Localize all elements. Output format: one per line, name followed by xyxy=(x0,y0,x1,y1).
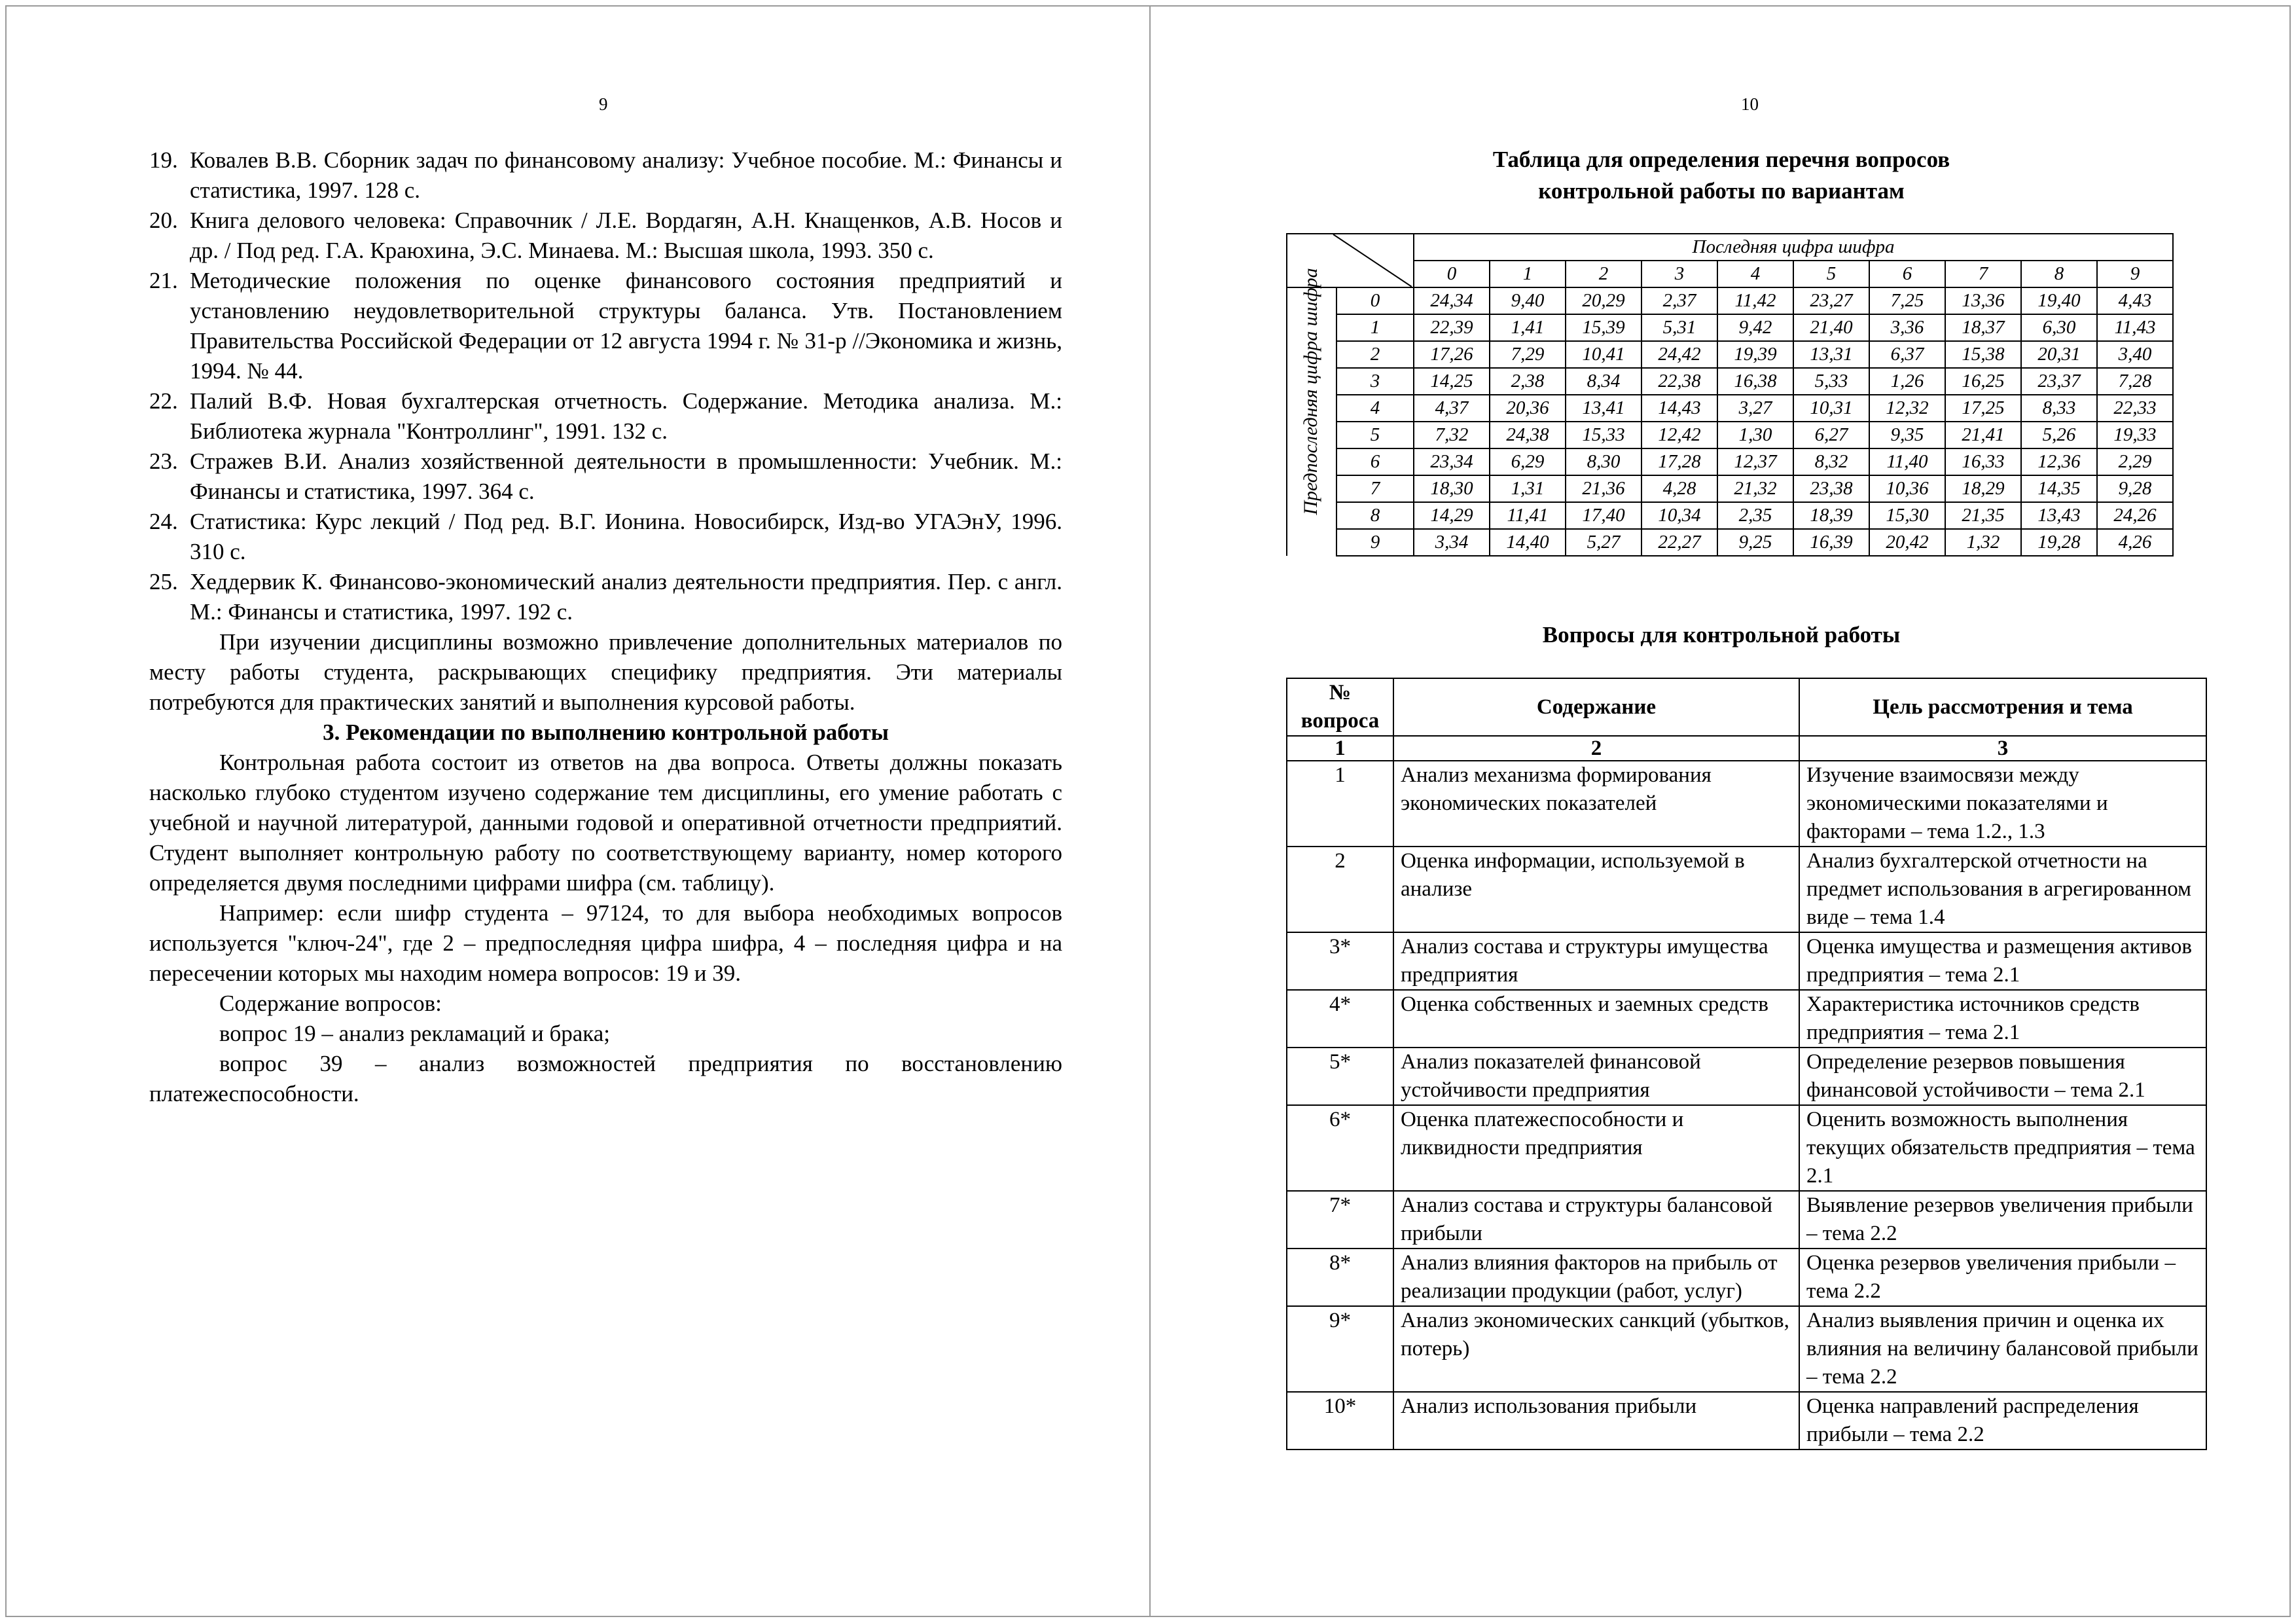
question-goal: Анализ бухгалтерской отчетности на предмет использования в агрегированном виде – тема 1.4 xyxy=(1799,847,2206,932)
paragraph-example: Например: если шифр студента – 97124, то для выбора необходимых вопросов используется "ключ-24", где 2 – предпоследняя цифра шифра, 4 – последняя цифра и на пересечении которых мы находим номера вопросов: 19 и 39. xyxy=(149,900,1062,986)
variant-cell: 18,30 xyxy=(1414,475,1490,502)
bibliography-item xyxy=(149,507,1062,567)
variant-cell: 9,35 xyxy=(1869,422,1945,448)
header-content: Содержание xyxy=(1393,678,1799,736)
row-digit: 8 xyxy=(1336,502,1414,529)
variant-cell: 11,41 xyxy=(1490,502,1566,529)
question-number: 6* xyxy=(1287,1105,1393,1191)
variant-cell: 17,40 xyxy=(1566,502,1641,529)
header-goal: Цель рассмотрения и тема xyxy=(1799,678,2206,736)
variant-cell: 6,29 xyxy=(1490,448,1566,475)
variant-cell: 23,34 xyxy=(1414,448,1490,475)
left-page-content xyxy=(149,145,1062,1109)
variant-cell: 19,28 xyxy=(2021,529,2097,556)
question-number: 9* xyxy=(1287,1306,1393,1392)
paragraph-test-work: Контрольная работа состоит из ответов на два вопроса. Ответы должны показать насколько глубоко студентом изучено содержание тем дисциплины, его умение работать с учебной и научной литературой, данными годовой и оперативной отчетности предприятий. Студент выполняет контрольную работу по соответствующему варианту, номер которого определяется двумя последними цифрами шифра (см. таблицу). xyxy=(149,750,1062,896)
variant-cell: 7,32 xyxy=(1414,422,1490,448)
variant-cell: 16,39 xyxy=(1793,529,1869,556)
variant-cell: 6,30 xyxy=(2021,314,2097,341)
row-axis-spacer xyxy=(1287,529,1336,556)
questions-table xyxy=(1286,678,2207,1450)
variant-cell: 5,26 xyxy=(2021,422,2097,448)
variant-cell: 14,29 xyxy=(1414,502,1490,529)
variant-cell: 14,25 xyxy=(1414,368,1490,395)
variant-cell: 6,37 xyxy=(1869,341,1945,368)
column-axis-row xyxy=(1287,234,2173,261)
questions-header-row xyxy=(1287,678,2206,736)
question-number: 1 xyxy=(1287,761,1393,847)
variant-cell: 8,30 xyxy=(1566,448,1641,475)
column-number: 1 xyxy=(1287,736,1393,761)
variant-cell: 14,35 xyxy=(2021,475,2097,502)
row-digit: 6 xyxy=(1336,448,1414,475)
question-content: Анализ механизма формирования экономических показателей xyxy=(1393,761,1799,847)
bibliography-item xyxy=(149,386,1062,447)
question-number: 10* xyxy=(1287,1392,1393,1450)
question-goal: Характеристика источников средств предприятия – тема 2.1 xyxy=(1799,990,2206,1048)
variant-table-title xyxy=(1151,144,2292,207)
variant-cell: 2,35 xyxy=(1717,502,1793,529)
variant-cell: 5,33 xyxy=(1793,368,1869,395)
question-row xyxy=(1287,1048,2206,1105)
question-goal: Оценить возможность выполнения текущих обязательств предприятия – тема 2.1 xyxy=(1799,1105,2206,1191)
variant-cell: 19,33 xyxy=(2097,422,2173,448)
variant-cell: 12,36 xyxy=(2021,448,2097,475)
question-goal: Оценка направлений распределения прибыли – тема 2.2 xyxy=(1799,1392,2206,1450)
row-axis-spacer xyxy=(1287,502,1336,529)
variant-cell: 24,42 xyxy=(1641,341,1717,368)
row-axis-spacer xyxy=(1287,422,1336,448)
page-number: 9 xyxy=(599,94,608,114)
variant-cell: 20,29 xyxy=(1566,287,1641,314)
variant-cell: 8,33 xyxy=(2021,395,2097,422)
variant-cell: 15,39 xyxy=(1566,314,1641,341)
variant-cell: 11,40 xyxy=(1869,448,1945,475)
bibliography-item xyxy=(149,266,1062,386)
item-number: 22. xyxy=(149,388,178,414)
variant-cell: 22,33 xyxy=(2097,395,2173,422)
question-goal: Изучение взаимосвязи между экономическими показателями и факторами – тема 1.2., 1.3 xyxy=(1799,761,2206,847)
variant-cell: 15,33 xyxy=(1566,422,1641,448)
variant-cell: 4,43 xyxy=(2097,287,2173,314)
variant-cell: 24,34 xyxy=(1414,287,1490,314)
row-axis-spacer xyxy=(1287,448,1336,475)
question-39-line: вопрос 39 – анализ возможностей предприятия по восстановлению платежеспособности. xyxy=(149,1051,1062,1106)
variant-cell: 10,34 xyxy=(1641,502,1717,529)
variant-cell: 20,42 xyxy=(1869,529,1945,556)
variant-cell: 14,43 xyxy=(1641,395,1717,422)
variant-row xyxy=(1287,314,2173,341)
column-number: 2 xyxy=(1393,736,1799,761)
variant-cell: 8,32 xyxy=(1793,448,1869,475)
paragraph-study-materials: При изучении дисциплины возможно привлечение дополнительных материалов по месту работы студента, раскрывающих специфику предприятия. Эти материалы потребуются для практических занятий и выполнения курсовой работы. xyxy=(149,629,1062,715)
variant-cell: 1,31 xyxy=(1490,475,1566,502)
question-number: 2 xyxy=(1287,847,1393,932)
variant-cell: 13,41 xyxy=(1566,395,1641,422)
bibliography-item xyxy=(149,206,1062,266)
right-page xyxy=(1149,5,2291,1617)
variant-cell: 17,28 xyxy=(1641,448,1717,475)
row-digit: 3 xyxy=(1336,368,1414,395)
variant-cell: 18,37 xyxy=(1945,314,2021,341)
variant-cell: 18,39 xyxy=(1793,502,1869,529)
column-number-row xyxy=(1287,736,2206,761)
question-content: Оценка собственных и заемных средств xyxy=(1393,990,1799,1048)
variant-cell: 6,27 xyxy=(1793,422,1869,448)
header-question-number: № вопроса xyxy=(1287,678,1393,736)
item-number: 25. xyxy=(149,569,178,594)
variant-cell: 24,38 xyxy=(1490,422,1566,448)
column-digit: 1 xyxy=(1490,261,1566,287)
variant-cell: 23,37 xyxy=(2021,368,2097,395)
bibliography-item xyxy=(149,145,1062,206)
variant-cell: 5,27 xyxy=(1566,529,1641,556)
variant-cell: 22,39 xyxy=(1414,314,1490,341)
question-number: 7* xyxy=(1287,1191,1393,1249)
item-number: 20. xyxy=(149,208,178,233)
item-text: Ковалев В.В. Сборник задач по финансовому анализу: Учебное пособие. М.: Финансы и статистика, 1997. 128 с. xyxy=(190,147,1062,203)
variant-cell: 1,41 xyxy=(1490,314,1566,341)
variant-cell: 9,40 xyxy=(1490,287,1566,314)
row-digit: 2 xyxy=(1336,341,1414,368)
variant-cell: 21,41 xyxy=(1945,422,2021,448)
variant-cell: 24,26 xyxy=(2097,502,2173,529)
column-digit: 0 xyxy=(1414,261,1490,287)
item-text: Методические положения по оценке финансового состояния предприятий и установлению неудовлетворительной структуры баланса. Утв. Постановлением Правительства Российской Федерации от 12 августа 1994 г. № 31-р //Экономика и жизнь, 1994. № 44. xyxy=(190,268,1062,384)
question-content: Анализ влияния факторов на прибыль от реализации продукции (работ, услуг) xyxy=(1393,1249,1799,1306)
item-number: 21. xyxy=(149,268,178,293)
variant-row xyxy=(1287,341,2173,368)
variant-cell: 13,43 xyxy=(2021,502,2097,529)
variant-cell: 4,28 xyxy=(1641,475,1717,502)
column-digit: 5 xyxy=(1793,261,1869,287)
question-content: Анализ использования прибыли xyxy=(1393,1392,1799,1450)
variant-cell: 12,42 xyxy=(1641,422,1717,448)
question-row xyxy=(1287,847,2206,932)
variant-cell: 1,32 xyxy=(1945,529,2021,556)
question-content: Анализ экономических санкций (убытков, потерь) xyxy=(1393,1306,1799,1392)
variant-cell: 18,29 xyxy=(1945,475,2021,502)
variant-cell: 2,37 xyxy=(1641,287,1717,314)
item-number: 24. xyxy=(149,509,178,534)
question-goal: Оценка резервов увеличения прибыли – тема 2.2 xyxy=(1799,1249,2206,1306)
item-text: Палий В.Ф. Новая бухгалтерская отчетность. Содержание. Методика анализа. М.: Библиотека журнала "Контроллинг", 1991. 132 с. xyxy=(190,388,1062,444)
variant-row xyxy=(1287,368,2173,395)
question-content: Анализ состава и структуры имущества предприятия xyxy=(1393,932,1799,990)
variant-cell: 19,40 xyxy=(2021,287,2097,314)
item-text: Хеддервик К. Финансово-экономический анализ деятельности предприятия. Пер. с англ. М.: Финансы и статистика, 1997. 192 с. xyxy=(190,569,1062,625)
row-axis-spacer xyxy=(1287,341,1336,368)
column-digit-row xyxy=(1287,261,2173,287)
question-number: 4* xyxy=(1287,990,1393,1048)
variant-cell: 4,37 xyxy=(1414,395,1490,422)
variant-cell: 8,34 xyxy=(1566,368,1641,395)
variant-cell: 4,26 xyxy=(2097,529,2173,556)
question-content: Оценка информации, используемой в анализе xyxy=(1393,847,1799,932)
variant-cell: 3,34 xyxy=(1414,529,1490,556)
question-content: Анализ показателей финансовой устойчивости предприятия xyxy=(1393,1048,1799,1105)
variant-cell: 17,25 xyxy=(1945,395,2021,422)
variant-cell: 22,38 xyxy=(1641,368,1717,395)
variant-cell: 3,27 xyxy=(1717,395,1793,422)
variant-cell: 11,42 xyxy=(1717,287,1793,314)
variant-row xyxy=(1287,529,2173,556)
variant-cell: 1,26 xyxy=(1869,368,1945,395)
row-digit: 9 xyxy=(1336,529,1414,556)
question-goal: Определение резервов повышения финансовой устойчивости – тема 2.1 xyxy=(1799,1048,2206,1105)
column-digit: 7 xyxy=(1945,261,2021,287)
variant-row xyxy=(1287,422,2173,448)
question-row xyxy=(1287,761,2206,847)
variant-cell: 13,31 xyxy=(1793,341,1869,368)
row-digit: 1 xyxy=(1336,314,1414,341)
question-row xyxy=(1287,1191,2206,1249)
variant-row xyxy=(1287,475,2173,502)
variant-cell: 21,40 xyxy=(1793,314,1869,341)
variant-cell: 21,36 xyxy=(1566,475,1641,502)
question-row xyxy=(1287,1392,2206,1450)
variant-cell: 9,42 xyxy=(1717,314,1793,341)
variant-cell: 7,29 xyxy=(1490,341,1566,368)
variant-cell: 7,28 xyxy=(2097,368,2173,395)
row-digit: 5 xyxy=(1336,422,1414,448)
variant-cell: 17,26 xyxy=(1414,341,1490,368)
question-row xyxy=(1287,1105,2206,1191)
variant-cell: 23,27 xyxy=(1793,287,1869,314)
bibliography-item xyxy=(149,447,1062,507)
variant-table-title-line1: Таблица для определения перечня вопросов xyxy=(1492,147,1950,172)
question-content: Анализ состава и структуры балансовой прибыли xyxy=(1393,1191,1799,1249)
corner-diagonal-line xyxy=(1287,234,1412,287)
variant-cell: 19,39 xyxy=(1717,341,1793,368)
variant-cell: 12,37 xyxy=(1717,448,1793,475)
question-content: Оценка платежеспособности и ликвидности предприятия xyxy=(1393,1105,1799,1191)
variant-cell: 3,36 xyxy=(1869,314,1945,341)
contents-label: Содержание вопросов: xyxy=(219,991,442,1016)
row-digit: 0 xyxy=(1336,287,1414,314)
variant-cell: 11,43 xyxy=(2097,314,2173,341)
question-goal: Выявление резервов увеличения прибыли – тема 2.2 xyxy=(1799,1191,2206,1249)
variant-cell: 16,25 xyxy=(1945,368,2021,395)
variant-cell: 15,38 xyxy=(1945,341,2021,368)
item-text: Стражев В.И. Анализ хозяйственной деятельности в промышленности: Учебник. М.: Финансы и статистика, 1997. 364 с. xyxy=(190,448,1062,504)
left-page xyxy=(5,5,1151,1617)
row-axis-spacer xyxy=(1287,314,1336,341)
variant-cell: 20,36 xyxy=(1490,395,1566,422)
bibliography-item xyxy=(149,567,1062,627)
variant-cell: 10,36 xyxy=(1869,475,1945,502)
variant-cell: 2,38 xyxy=(1490,368,1566,395)
variant-cell: 21,35 xyxy=(1945,502,2021,529)
variant-cell: 16,38 xyxy=(1717,368,1793,395)
row-axis-label-text: Предпоследняя цифра шифра xyxy=(1300,268,1321,515)
question-goal: Анализ выявления причин и оценка их влияния на величину балансовой прибыли – тема 2.2 xyxy=(1799,1306,2206,1392)
variant-row xyxy=(1287,395,2173,422)
variant-cell: 23,38 xyxy=(1793,475,1869,502)
question-goal: Оценка имущества и размещения активов предприятия – тема 2.1 xyxy=(1799,932,2206,990)
column-number: 3 xyxy=(1799,736,2206,761)
variant-cell: 22,27 xyxy=(1641,529,1717,556)
question-row xyxy=(1287,1306,2206,1392)
row-digit: 4 xyxy=(1336,395,1414,422)
questions-table-title: Вопросы для контрольной работы xyxy=(1542,622,1901,647)
variant-cell: 1,30 xyxy=(1717,422,1793,448)
variant-cell: 9,28 xyxy=(2097,475,2173,502)
row-axis-spacer xyxy=(1287,475,1336,502)
variant-cell: 15,30 xyxy=(1869,502,1945,529)
column-digit: 8 xyxy=(2021,261,2097,287)
item-number: 19. xyxy=(149,147,178,173)
variant-cell: 2,29 xyxy=(2097,448,2173,475)
variant-table-title-line2: контрольной работы по вариантам xyxy=(1538,178,1905,204)
question-row xyxy=(1287,990,2206,1048)
variant-cell: 20,31 xyxy=(2021,341,2097,368)
variant-cell: 10,41 xyxy=(1566,341,1641,368)
question-19-line: вопрос 19 – анализ рекламаций и брака; xyxy=(219,1021,611,1046)
variant-cell: 9,25 xyxy=(1717,529,1793,556)
question-row xyxy=(1287,932,2206,990)
variant-cell: 3,40 xyxy=(2097,341,2173,368)
column-digit: 9 xyxy=(2097,261,2173,287)
variant-cell: 5,31 xyxy=(1641,314,1717,341)
question-number: 5* xyxy=(1287,1048,1393,1105)
variant-row xyxy=(1287,502,2173,529)
variant-cell: 14,40 xyxy=(1490,529,1566,556)
variant-cell: 13,36 xyxy=(1945,287,2021,314)
variant-row xyxy=(1287,287,2173,314)
variant-cell: 16,33 xyxy=(1945,448,2021,475)
variant-cell: 10,31 xyxy=(1793,395,1869,422)
variant-table xyxy=(1286,233,2174,556)
variant-row xyxy=(1287,448,2173,475)
column-digit: 3 xyxy=(1641,261,1717,287)
question-number: 8* xyxy=(1287,1249,1393,1306)
variant-cell: 7,25 xyxy=(1869,287,1945,314)
column-digit: 4 xyxy=(1717,261,1793,287)
diagonal-corner-cell xyxy=(1287,234,1414,287)
row-axis-spacer xyxy=(1287,395,1336,422)
item-text: Статистика: Курс лекций / Под ред. В.Г. Ионина. Новосибирск, Изд-во УГАЭнУ, 1996. 310 с. xyxy=(190,509,1062,564)
item-text: Книга делового человека: Справочник / Л.Е. Вордагян, А.Н. Кнащенков, А.В. Носов и др. / Под ред. Г.А. Краюхина, Э.С. Минаева. М.: Высшая школа, 1993. 350 с. xyxy=(190,208,1062,263)
question-number: 3* xyxy=(1287,932,1393,990)
bibliography-list xyxy=(149,145,1062,627)
last-digit-header: Последняя цифра шифра xyxy=(1414,234,2173,261)
column-digit: 6 xyxy=(1869,261,1945,287)
row-axis-spacer xyxy=(1287,287,1336,314)
variant-cell: 12,32 xyxy=(1869,395,1945,422)
question-row xyxy=(1287,1249,2206,1306)
section-heading: 3. Рекомендации по выполнению контрольной работы xyxy=(323,720,889,745)
item-number: 23. xyxy=(149,448,178,474)
row-digit: 7 xyxy=(1336,475,1414,502)
page-number: 10 xyxy=(1741,94,1759,114)
variant-cell: 21,32 xyxy=(1717,475,1793,502)
column-digit: 2 xyxy=(1566,261,1641,287)
row-axis-spacer xyxy=(1287,368,1336,395)
